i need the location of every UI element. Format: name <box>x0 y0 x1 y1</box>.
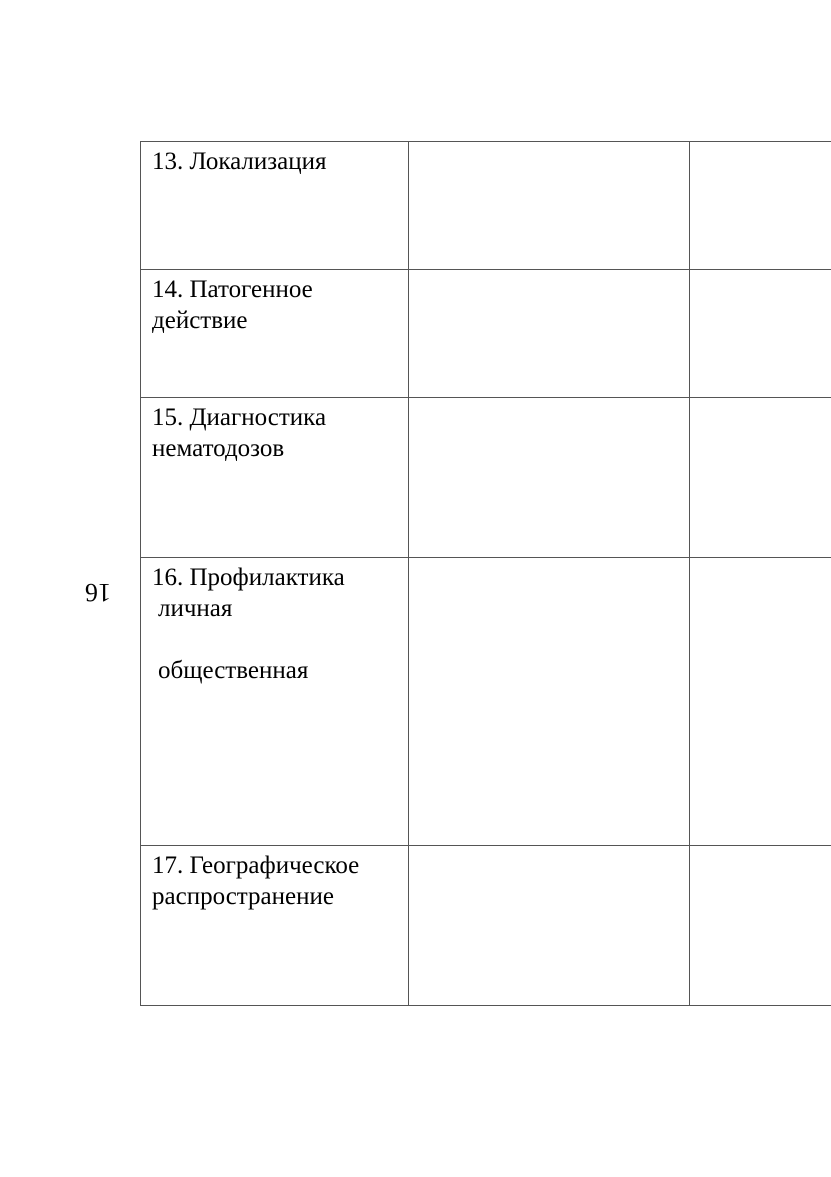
table-cell-empty <box>690 398 831 558</box>
table-cell-empty <box>690 142 831 270</box>
table-row-14 <box>141 270 831 398</box>
page-number: 16 <box>85 578 111 607</box>
row-label-16-public: общественная <box>158 657 309 684</box>
table-row-15 <box>141 398 831 558</box>
row-label-13: 13. Локализация <box>152 148 327 175</box>
row-label-16-personal: личная <box>158 595 233 622</box>
table-row-16 <box>141 558 831 846</box>
row-label-17-line1: 17. Географическое <box>152 852 360 879</box>
row-label-cell <box>141 270 409 398</box>
row-label-cell <box>141 846 409 1006</box>
table-cell-empty <box>409 558 690 846</box>
table-cell-empty <box>409 142 690 270</box>
row-label-14-line2: действие <box>152 307 248 334</box>
row-label-14 <box>141 270 408 336</box>
row-label-17 <box>141 846 408 912</box>
row-label-cell <box>141 142 409 270</box>
table-row-17 <box>141 846 831 1006</box>
row-label-16 <box>141 558 408 686</box>
row-label-cell <box>141 558 409 846</box>
table-cell-empty <box>409 846 690 1006</box>
table-cell-empty <box>690 270 831 398</box>
table-cell-empty <box>409 398 690 558</box>
row-label-14-line1: 14. Патогенное <box>152 276 313 303</box>
row-label-17-line2: распространение <box>152 883 334 910</box>
table-row-13 <box>141 142 831 270</box>
row-label-15 <box>141 398 408 464</box>
table-cell-empty <box>690 558 831 846</box>
row-label-15-line2: нематодозов <box>152 435 285 462</box>
data-table <box>140 141 831 1006</box>
row-label-15-line1: 15. Диагностика <box>152 404 327 431</box>
table-cell-empty <box>690 846 831 1006</box>
row-label-cell <box>141 398 409 558</box>
row-label-16-title: 16. Профилактика <box>152 564 345 591</box>
table-cell-empty <box>409 270 690 398</box>
